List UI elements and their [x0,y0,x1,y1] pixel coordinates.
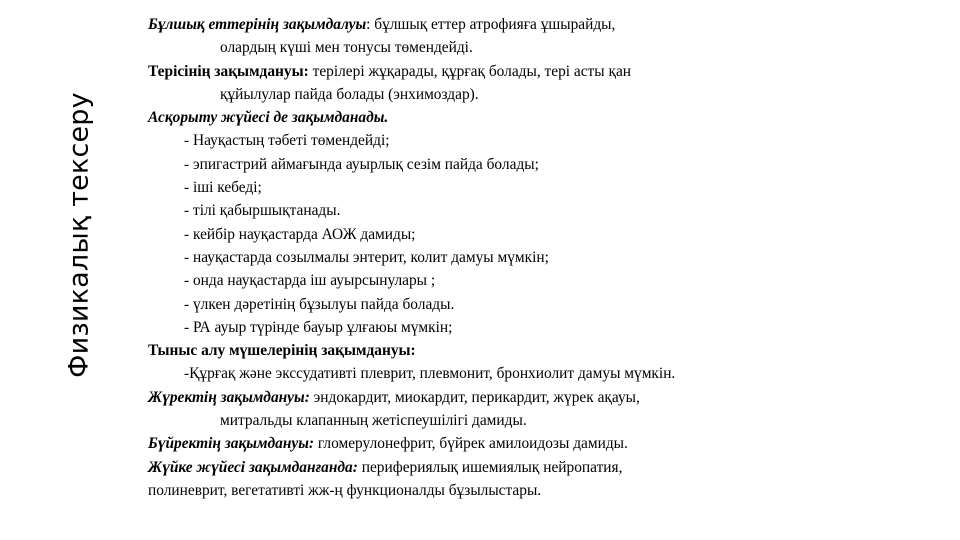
slide-body [148,13,948,502]
nervous-system-continuation: полиневрит, вегетативті жж-ң функционалды бұзылыстары. [148,481,542,499]
heart-damage-heading: Жүректің зақымдануы: [148,388,310,406]
respiratory-line [148,339,948,362]
muscle-damage-continuation: олардың күші мен тонусы төмендейді. [220,39,473,57]
digestive-item: - кейбір науқастарда АОЖ дамиды; [184,225,416,243]
digestive-item: - іші кебеді; [184,179,262,197]
digestive-item: - РА ауыр түрінде бауыр ұлғаюы мүмкін; [184,318,453,336]
skin-damage-line [148,60,948,83]
slide-side-title: Физикалық тексеру [63,92,95,378]
skin-damage-continuation: құйылулар пайда болады (энхимоздар). [220,85,479,103]
nervous-system-heading: Жүйке жүйесі зақымданғанда: [148,458,358,476]
kidney-damage-text: гломерулонефрит, бүйрек амилоидозы дамиды. [314,435,628,453]
digestive-item: - онда науқастарда іш ауырсынулары ; [184,272,436,290]
kidney-damage-line [148,432,948,455]
heart-damage-text: эндокардит, миокардит, перикардит, жүрек ақауы, [309,388,640,406]
digestive-item: - үлкен дәретінің бұзылуы пайда болады. [184,295,455,313]
muscle-damage-line [148,13,948,36]
digestive-item: - Науқастың тәбеті төмендейді; [184,132,390,150]
kidney-damage-heading: Бүйректің зақымдануы: [148,435,315,453]
muscle-damage-text: : бұлшық еттер атрофияға ұшырайды, [366,16,616,33]
respiratory-heading: Тыныс алу мүшелерінің зақымдануы: [148,342,416,360]
digestive-heading: Асқорыту жүйесі де зақымданады. [148,109,389,127]
side-title-container [48,30,110,440]
muscle-damage-heading: Бұлшық еттерінің зақымдалуы [148,16,367,33]
skin-damage-text: терілері жұқарады, құрғақ болады, тері асты қан [308,62,632,80]
skin-damage-heading: Терісінің зақымдануы: [148,62,309,80]
nervous-system-line [148,456,948,479]
digestive-item: - науқастарда созылмалы энтерит, колит дамуы мүмкін; [184,248,549,266]
heart-damage-line [148,386,948,409]
digestive-item: - тілі қабыршықтанады. [184,202,341,220]
digestive-line [148,106,948,129]
heart-damage-continuation: митральды клапанның жетіспеушілігі дамиды. [220,412,527,430]
nervous-system-text: перифериялық ишемиялық нейропатия, [357,458,623,476]
digestive-item: - эпигастрий аймағында ауырлық сезім пайда болады; [184,155,539,173]
respiratory-item: -Құрғақ және экссудативті плеврит, плевмонит, бронхиолит дамуы мүмкін. [184,365,676,383]
